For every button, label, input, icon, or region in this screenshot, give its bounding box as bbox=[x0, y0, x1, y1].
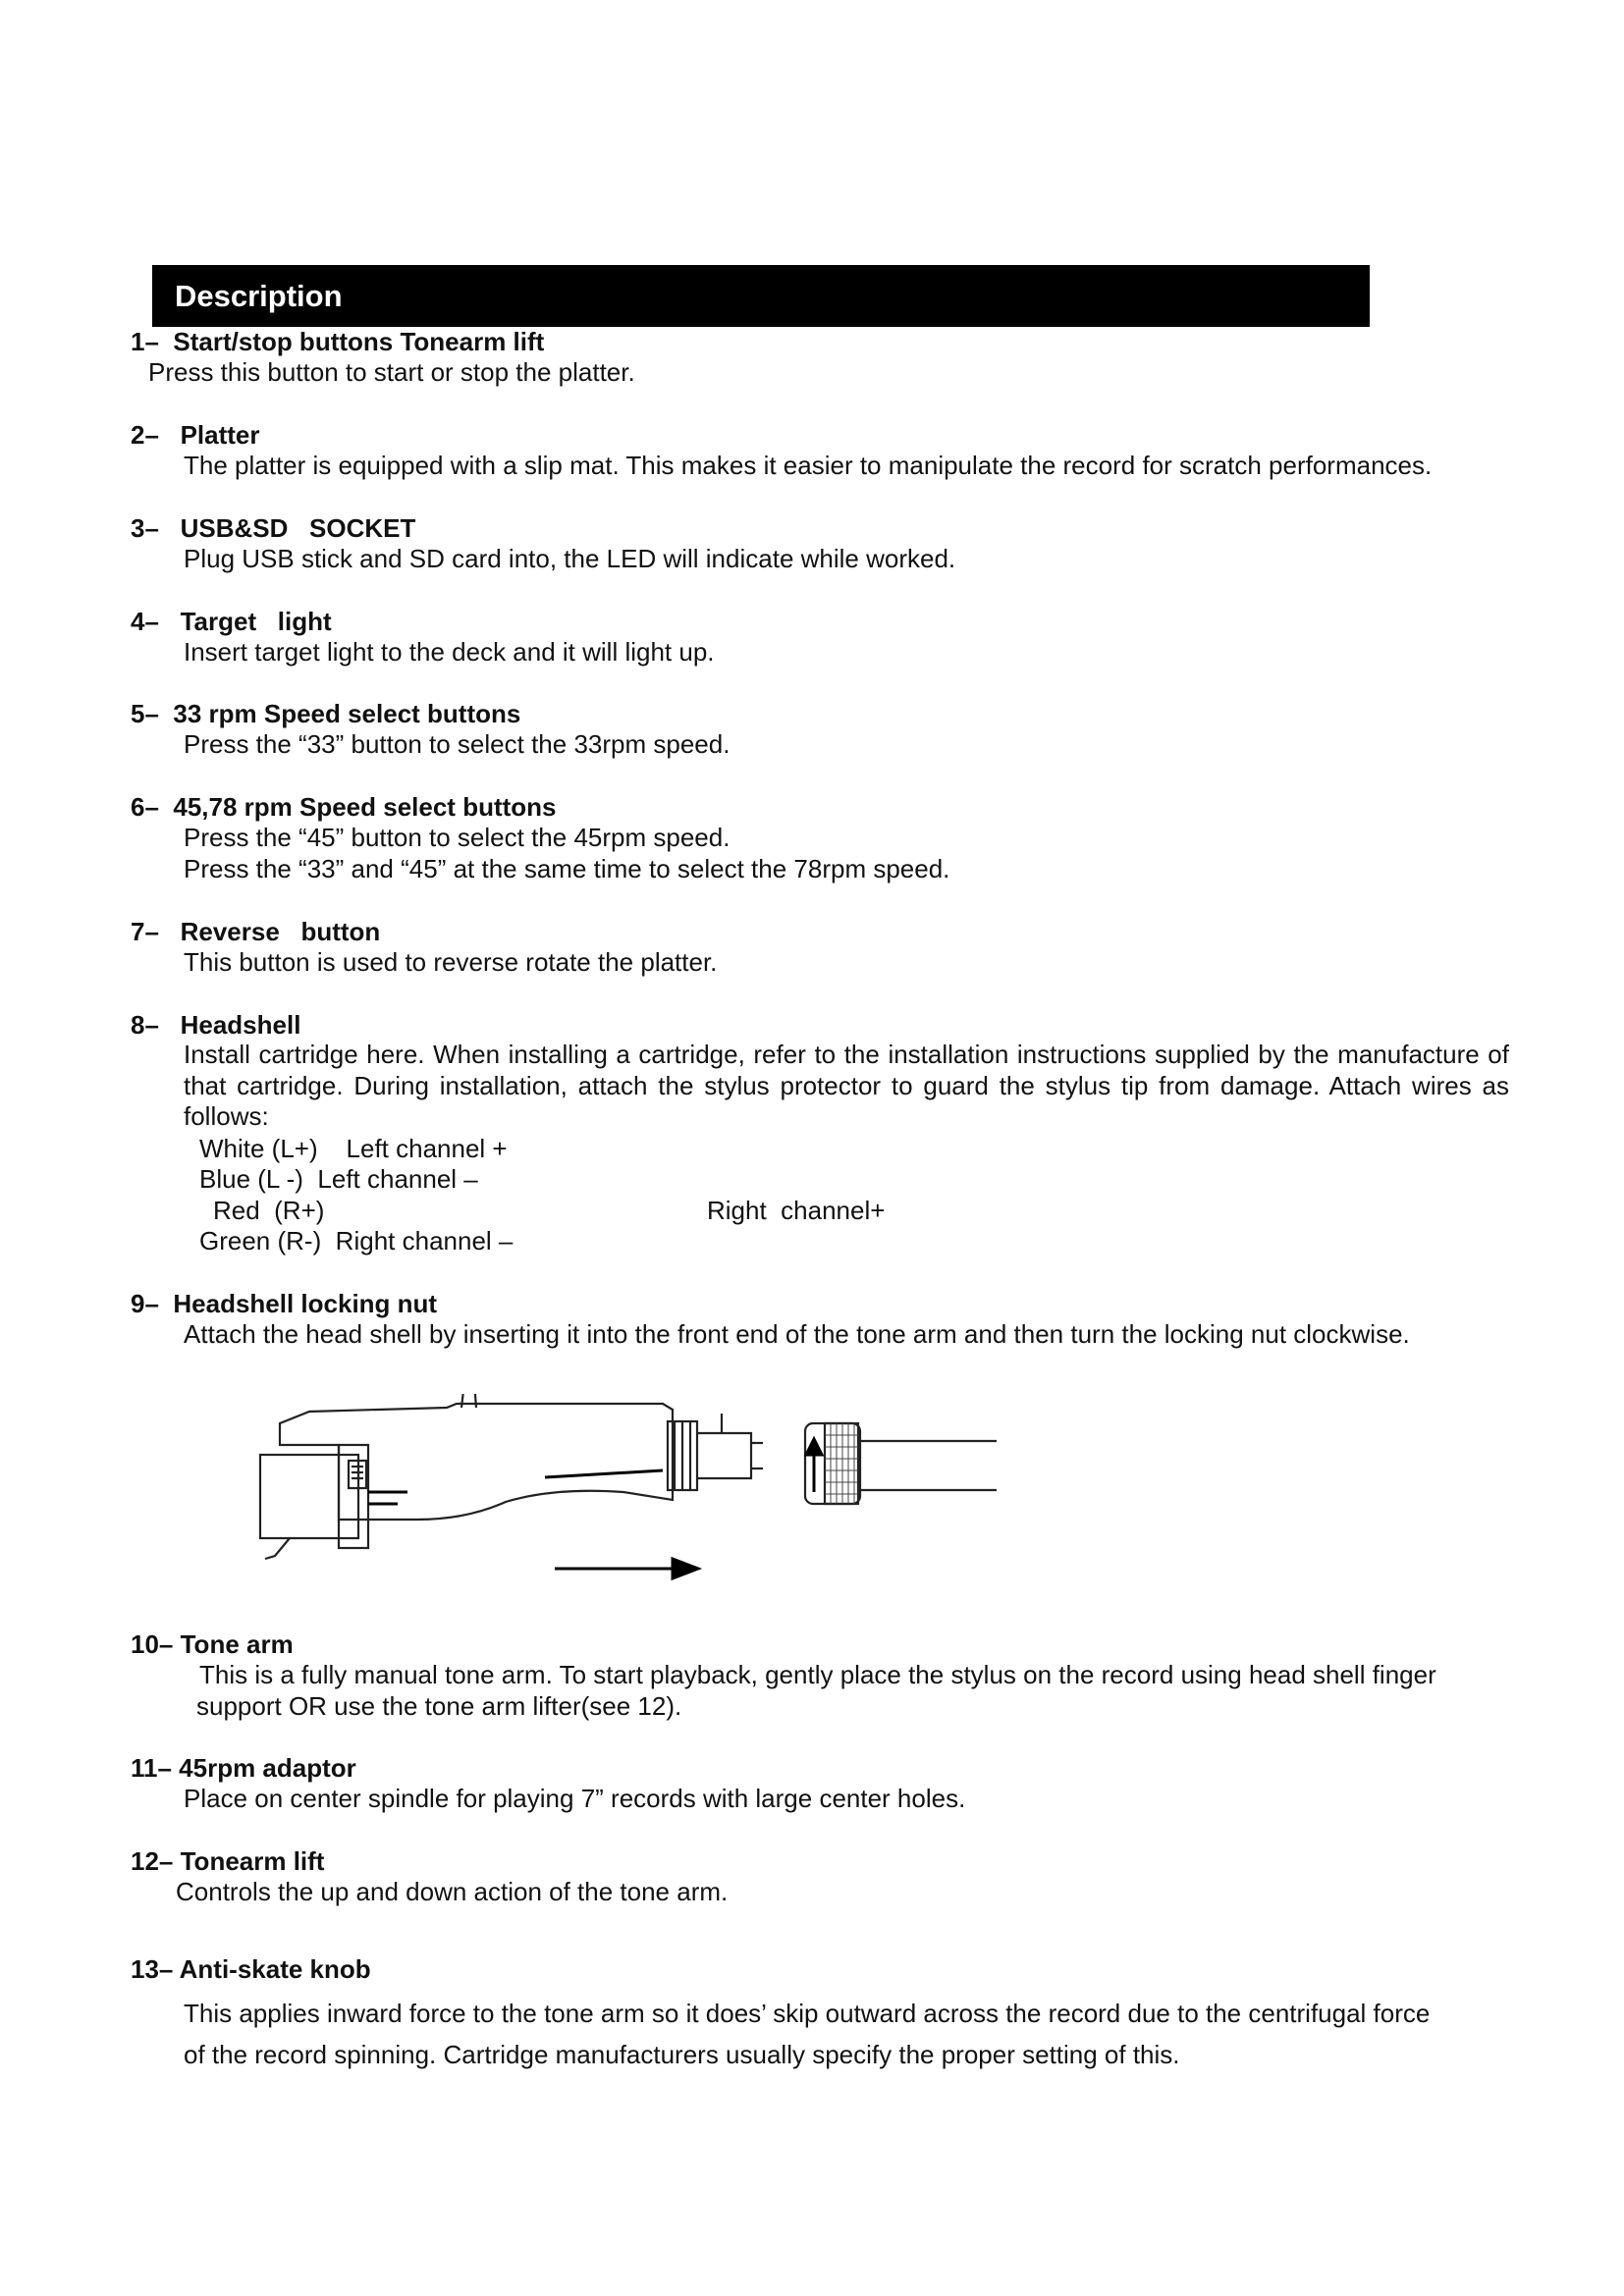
item-13-heading: 13– Anti-skate knob bbox=[131, 1954, 371, 1984]
item-6-text-1: Press the “45” button to select the 45rpm speed. bbox=[184, 823, 731, 852]
item-11-text: Place on center spindle for playing 7” records with large center holes. bbox=[184, 1784, 966, 1813]
item-6-heading: 6– 45,78 rpm Speed select buttons bbox=[131, 792, 557, 822]
item-5-heading: 5– 33 rpm Speed select buttons bbox=[131, 699, 521, 728]
item-3-text: Plug USB stick and SD card into, the LED will indicate while worked. bbox=[184, 544, 956, 573]
wire-blue: Blue (L -) Left channel – bbox=[199, 1164, 478, 1194]
wire-red-channel: Right channel+ bbox=[707, 1196, 886, 1225]
item-12-text: Controls the up and down action of the tone arm. bbox=[176, 1877, 729, 1906]
item-10-heading: 10– Tone arm bbox=[131, 1629, 294, 1659]
item-9-text: Attach the head shell by inserting it into the front end of the tone arm and then turn the locking nut clockwise. bbox=[184, 1319, 1410, 1349]
section-banner bbox=[152, 265, 1370, 327]
item-8-text: Install cartridge here. When installing a cartridge, refer to the installation instructions supplied by the manufacture of that cartridge. During installation, attach the stylus protector to guard the stylus tip from damage. Attach wires as follows: bbox=[184, 1040, 1509, 1131]
item-10-text-2: support OR use the tone arm lifter(see 12). bbox=[196, 1691, 682, 1721]
item-8-heading: 8– Headshell bbox=[131, 1010, 301, 1040]
wire-green: Green (R-) Right channel – bbox=[199, 1226, 514, 1255]
item-2-heading: 2– Platter bbox=[131, 420, 260, 450]
item-1-heading: 1– Start/stop buttons Tonearm lift bbox=[131, 327, 545, 356]
headshell-diagram bbox=[250, 1394, 997, 1590]
item-4-heading: 4– Target light bbox=[131, 607, 332, 636]
item-4-text: Insert target light to the deck and it will light up. bbox=[184, 637, 715, 667]
item-7-text: This button is used to reverse rotate the platter. bbox=[184, 947, 718, 977]
wire-white: White (L+) Left channel + bbox=[199, 1134, 508, 1163]
item-13-text-1: This applies inward force to the tone arm so it does’ skip outward across the record due to the centrifugal force bbox=[184, 1999, 1431, 2028]
item-2-text: The platter is equipped with a slip mat. This makes it easier to manipulate the record for scratch performances. bbox=[184, 451, 1433, 480]
item-3-heading: 3– USB&SD SOCKET bbox=[131, 513, 416, 543]
item-7-heading: 7– Reverse button bbox=[131, 917, 381, 946]
banner-title: Description bbox=[175, 279, 343, 313]
item-1-text: Press this button to start or stop the platter. bbox=[148, 357, 635, 387]
item-11-heading: 11– 45rpm adaptor bbox=[131, 1753, 356, 1783]
wire-red: Red (R+) bbox=[213, 1196, 325, 1225]
item-13-text-2: of the record spinning. Cartridge manufacturers usually specify the proper setting of this. bbox=[184, 2040, 1180, 2069]
item-6-text-2: Press the “33” and “45” at the same time to select the 78rpm speed. bbox=[184, 854, 950, 883]
item-10-text-1: This is a fully manual tone arm. To start playback, gently place the stylus on the record using head shell finger bbox=[199, 1660, 1436, 1689]
item-9-heading: 9– Headshell locking nut bbox=[131, 1289, 438, 1318]
item-12-heading: 12– Tonearm lift bbox=[131, 1846, 325, 1876]
item-5-text: Press the “33” button to select the 33rpm speed. bbox=[184, 729, 731, 759]
